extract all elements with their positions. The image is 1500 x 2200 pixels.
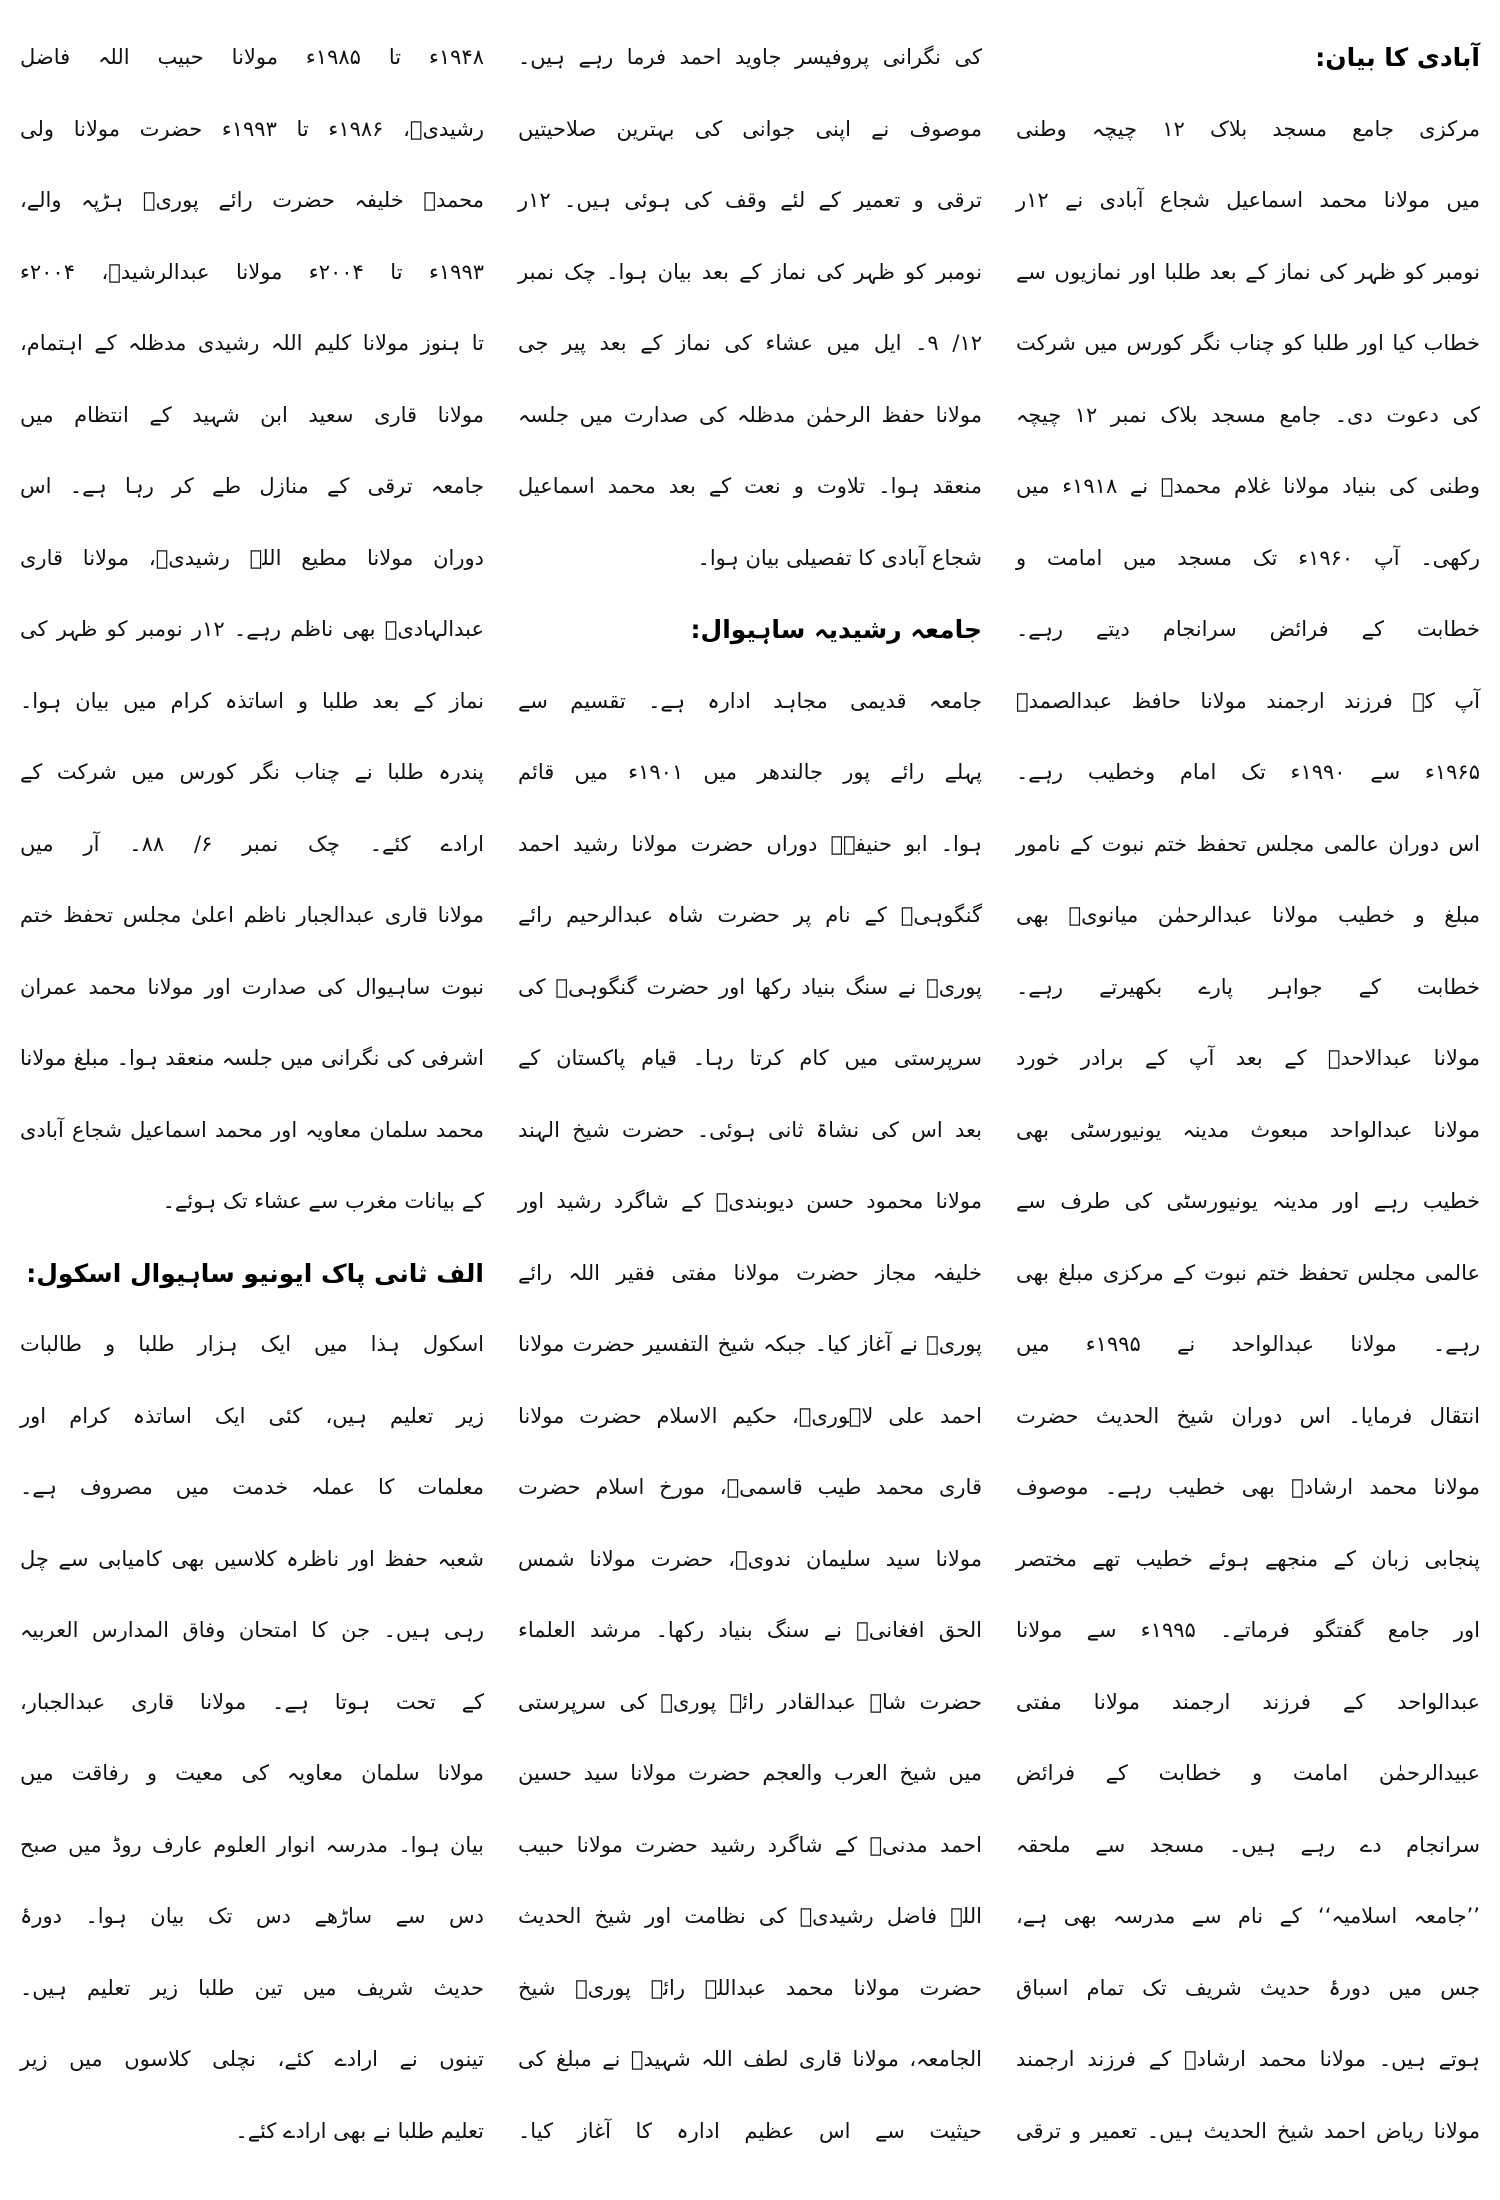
text-line: کی دعوت دی۔ جامع مسجد بلاک نمبر ۱۲ چیچہ	[1016, 402, 1480, 427]
text-line: مولانا محمود حسن دیوبندیؒ کے شاگرد رشید اور	[518, 1189, 982, 1213]
text-line: مولانا عبدالواحد مبعوث مدینہ یونیورسٹی بھی	[1016, 1117, 1480, 1142]
text-line: رہی ہیں۔ جن کا امتحان وفاق المدارس العربیہ	[20, 1618, 484, 1642]
text-line: کے تحت ہوتا ہے۔ مولانا قاری عبدالجبار،	[20, 1689, 484, 1714]
text-line: مولانا عبدالاحدؒ کے بعد آپ کے برادر خورد	[1016, 1046, 1480, 1070]
text-line: دوران مولانا مطیع اللہ رشیدیؒ، مولانا قاری	[20, 545, 484, 570]
text-line: میں شیخ العرب والعجم حضرت مولانا سید حسین	[518, 1761, 982, 1785]
text-line: الحق افغانیؒ نے سنگ بنیاد رکھا۔ مرشد العلماء	[518, 1618, 982, 1642]
text-line: گنگوہیؒ کے نام پر حضرت شاہ عبدالرحیم رائے	[518, 903, 982, 927]
text-line: حضرت شاہ عبدالقادر رائے پوریؒ کی سرپرستی	[518, 1689, 982, 1714]
text-line: خطاب کیا اور طلبا کو چناب نگر کورس میں شرکت	[1016, 331, 1480, 355]
column-left	[20, 22, 484, 2167]
text-line: رشیدیؒ، ۱۹۸۶ء تا ۱۹۹۳ء حضرت مولانا ولی	[20, 116, 485, 141]
text-line: کے بیانات مغرب سے عشاء تک ہوئے۔	[162, 1189, 484, 1213]
text-line: الجامعہ، مولانا قاری لطف اللہ شہیدؒ نے مبلغ کی	[518, 2047, 982, 2071]
text-line: مولانا قاری عبدالجبار ناظم اعلیٰ مجلس تحفظ ختم	[20, 903, 484, 927]
text-line: مولانا محمد ارشادؒ بھی خطیب رہے۔ موصوف	[1016, 1475, 1480, 1499]
text-line: عبیدالرحمٰن امامت و خطابت کے فرائض	[1016, 1761, 1480, 1785]
text-line: ۱۲/ ۹۔ ایل میں عشاء کی نماز کے بعد پیر جی	[518, 331, 982, 355]
text-line: شعبہ حفظ اور ناظرہ کلاسیں بھی کامیابی سے چل	[20, 1546, 484, 1571]
text-line: تا ہنوز مولانا کلیم اللہ رشیدی مدظلہ کے اہتمام،	[20, 331, 484, 355]
text-line: منعقد ہوا۔ تلاوت و نعت کے بعد محمد اسماعیل	[518, 474, 982, 498]
text-line: محمد سلمان معاویہ اور محمد اسماعیل شجاع آبادی	[20, 1117, 484, 1142]
text-line: ہوا۔ ابو حنیفہؒ دوراں حضرت مولانا رشید احمد	[518, 831, 982, 856]
text-line: نومبر کو ظہر کی نماز کے بعد بیان ہوا۔ چک نمبر	[518, 259, 982, 284]
text-line: پوریؒ نے سنگ بنیاد رکھا اور حضرت گنگوہیؒ کی	[518, 974, 982, 999]
section-heading: الف ثانی پاک ایونیو ساہیوال اسکول:	[26, 1258, 484, 1288]
text-line: کی نگرانی پروفیسر جاوید احمد فرما رہے ہیں۔	[518, 45, 982, 69]
text-line: مولانا ریاض احمد شیخ الحدیث ہیں۔ تعمیر و ترقی	[1016, 2118, 1480, 2143]
text-line: پندرہ طلبا نے چناب نگر کورس میں شرکت کے	[20, 760, 484, 784]
text-line: ’’جامعہ اسلامیہ‘‘ کے نام سے مدرسہ بھی ہے،	[1016, 1904, 1480, 1928]
text-line: نبوت ساہیوال کی صدارت اور مولانا محمد عمران	[20, 974, 484, 999]
text-line: ۱۹۹۳ء تا ۲۰۰۴ء مولانا عبدالرشیدؒ، ۲۰۰۴ء	[20, 259, 485, 284]
text-line: حیثیت سے اس عظیم ادارہ کا آغاز کیا۔	[518, 2118, 982, 2143]
section-heading: جامعہ رشیدیہ ساہیوال:	[690, 615, 982, 644]
text-line: پنجابی زبان کے منجھے ہوئے خطیب تھے مختصر	[1016, 1546, 1480, 1571]
text-line: محمدؒ خلیفہ حضرت رائے پوریؒ ہڑپہ والے،	[20, 188, 484, 212]
text-line: تینوں نے ارادے کئے، نچلی کلاسوں میں زیر	[20, 2047, 484, 2071]
text-line: مولانا سلمان معاویہ کی معیت و رفاقت میں	[20, 1761, 484, 1785]
text-line: موصوف نے اپنی جوانی کی بہترین صلاحیتیں	[518, 116, 982, 141]
text-line: اسکول ہذا میں ایک ہزار طلبا و طالبات	[20, 1332, 484, 1356]
text-line: بعد اس کی نشاۃ ثانی ہوئی۔ حضرت شیخ الہند	[518, 1117, 982, 1142]
text-line: وطنی کی بنیاد مولانا غلام محمدؒ نے ۱۹۱۸ء میں	[1016, 474, 1480, 498]
text-line: تعلیم طلبا نے بھی ارادے کئے۔	[235, 2118, 484, 2143]
text-line: مولانا سید سلیمان ندویؒ، حضرت مولانا شمس	[518, 1546, 982, 1571]
text-line: خطابت کے جواہر پارے بکھیرتے رہے۔	[1016, 974, 1480, 999]
text-line: حضرت مولانا محمد عبداللہ رائے پوریؒ شیخ	[518, 1975, 982, 2000]
text-line: انتقال فرمایا۔ اس دوران شیخ الحدیث حضرت	[1016, 1403, 1480, 1428]
text-line: عالمی مجلس تحفظ ختم نبوت کے مرکزی مبلغ بھی	[1016, 1260, 1480, 1285]
text-line: رہے۔ مولانا عبدالواحد نے ۱۹۹۵ء میں	[1016, 1332, 1480, 1356]
column-middle	[518, 22, 982, 2167]
text-line: میں مولانا محمد اسماعیل شجاع آبادی نے ۱۲ر	[1016, 188, 1480, 212]
text-line: اور جامع گفتگو فرماتے۔ ۱۹۹۵ء سے مولانا	[1016, 1618, 1480, 1642]
text-line: نومبر کو ظہر کی نماز کے بعد طلبا اور نمازیوں سے	[1016, 259, 1480, 284]
text-line: اشرفی کی نگرانی میں جلسہ منعقد ہوا۔ مبلغ مولانا	[20, 1046, 484, 1070]
text-line: جامعہ ترقی کے منازل طے کر رہا ہے۔ اس	[20, 474, 484, 498]
text-line: ۱۹۴۸ء تا ۱۹۸۵ء مولانا حبیب اللہ فاضل	[20, 45, 484, 69]
text-line: معلمات کا عملہ خدمت میں مصروف ہے۔	[20, 1475, 484, 1499]
text-line: بیان ہوا۔ مدرسہ انوار العلوم عارف روڈ میں صبح	[20, 1832, 484, 1857]
text-line: ترقی و تعمیر کے لئے وقف کی ہوئی ہیں۔ ۱۲ر	[518, 188, 982, 212]
text-line: مرکزی جامع مسجد بلاک ۱۲ چیچہ وطنی	[1016, 116, 1480, 141]
text-line: خطیب رہے اور مدینہ یونیورسٹی کی طرف سے	[1016, 1189, 1480, 1213]
text-line: پوریؒ نے آغاز کیا۔ جبکہ شیخ التفسیر حضرت مولانا	[518, 1332, 982, 1356]
text-line: ۱۹۶۵ء سے ۱۹۹۰ء تک امام وخطیب رہے۔	[1016, 760, 1480, 784]
text-line: ہوتے ہیں۔ مولانا محمد ارشادؒ کے فرزند ارجمند	[1016, 2047, 1480, 2071]
text-line: زیر تعلیم ہیں، کئی ایک اساتذہ کرام اور	[20, 1403, 484, 1428]
section-heading: آبادی کا بیان:	[1315, 43, 1480, 72]
text-line: دس سے ساڑھے دس تک بیان ہوا۔ دورۂ	[20, 1904, 484, 1928]
text-line: آپ کے فرزند ارجمند مولانا حافظ عبدالصمدؒ	[1016, 688, 1480, 713]
text-line: شجاع آبادی کا تفصیلی بیان ہوا۔	[697, 545, 982, 570]
text-line: احمد علی لاہوریؒ، حکیم الاسلام حضرت مولانا	[518, 1403, 982, 1428]
text-line: حدیث شریف میں تین طلبا زیر تعلیم ہیں۔	[20, 1975, 484, 2000]
text-line: جس میں دورۂ حدیث شریف تک تمام اسباق	[1016, 1975, 1480, 2000]
text-line: مولانا قاری سعید ابن شہید کے انتظام میں	[20, 402, 484, 427]
text-line: سرانجام دے رہے ہیں۔ مسجد سے ملحقہ	[1016, 1832, 1480, 1857]
column-right	[1016, 22, 1480, 2167]
text-line: مبلغ و خطیب مولانا عبدالرحمٰن میانویؒ بھی	[1016, 903, 1480, 927]
text-line: پہلے رائے پور جالندھر میں ۱۹۰۱ء میں قائم	[518, 760, 982, 784]
text-line: عبدالواحد کے فرزند ارجمند مولانا مفتی	[1016, 1689, 1480, 1714]
text-line: مولانا حفظ الرحمٰن مدظلہ کی صدارت میں جلسہ	[518, 402, 982, 427]
text-line: رکھی۔ آپ ۱۹۶۰ء تک مسجد میں امامت و	[1016, 545, 1480, 570]
text-line: قاری محمد طیب قاسمیؒ، مورخ اسلام حضرت	[518, 1475, 982, 1499]
text-line: سرپرستی میں کام کرتا رہا۔ قیام پاکستان کے	[518, 1046, 982, 1070]
text-line: نماز کے بعد طلبا و اساتذہ کرام میں بیان ہوا۔	[20, 688, 484, 713]
text-line: اللہ فاضل رشیدیؒ کی نظامت اور شیخ الحدیث	[518, 1904, 982, 1928]
text-line: اس دوران عالمی مجلس تحفظ ختم نبوت کے نامور	[1016, 831, 1480, 856]
newspaper-page	[20, 22, 1480, 2167]
text-line: جامعہ قدیمی مجاہد ادارہ ہے۔ تقسیم سے	[518, 688, 982, 713]
text-line: عبدالہادیؒ بھی ناظم رہے۔ ۱۲ر نومبر کو ظہر کی	[20, 617, 484, 641]
text-line: خلیفہ مجاز حضرت مولانا مفتی فقیر اللہ رائے	[518, 1260, 982, 1285]
text-line: ارادے کئے۔ چک نمبر ۶/ ۸۸۔ آر میں	[20, 831, 484, 856]
text-line: احمد مدنیؒ کے شاگرد رشید حضرت مولانا حبیب	[518, 1832, 982, 1857]
text-line: خطابت کے فرائض سرانجام دیتے رہے۔	[1016, 617, 1480, 641]
